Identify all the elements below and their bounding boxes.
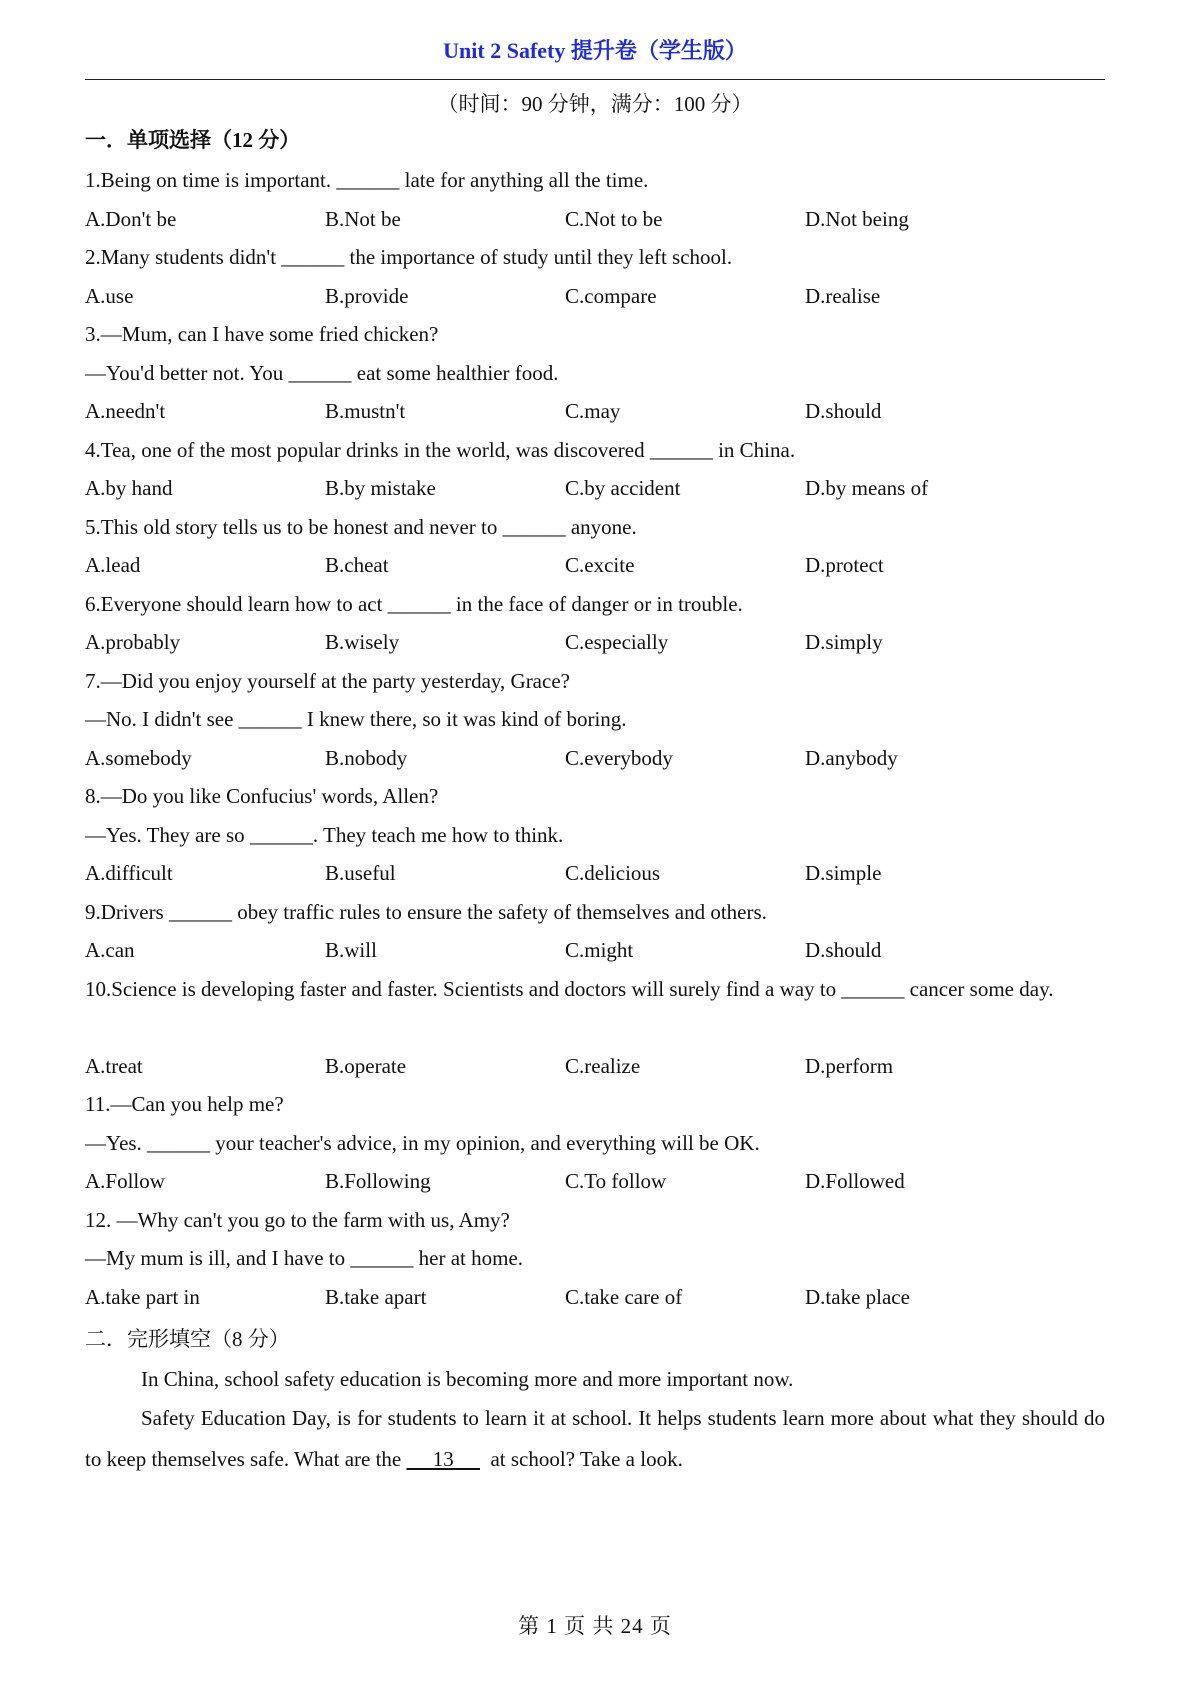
answer-options <box>85 938 1105 966</box>
question-stem-line: —You'd better not. You ______ eat some healthier food. <box>85 360 559 385</box>
option-c: C.by accident <box>565 476 681 500</box>
section2-heading: 二．完形填空（8 分） <box>85 1327 290 1351</box>
answer-options <box>85 553 1105 581</box>
option-b: B.provide <box>325 283 409 308</box>
option-c: C.delicious <box>565 861 661 885</box>
option-b: B.mustn't <box>325 399 406 423</box>
option-d: D.Followed <box>805 1169 905 1193</box>
question-stem-line: —Yes. They are so ______. They teach me how to think. <box>85 822 564 847</box>
exam-time-info: （时间：90 分钟，满分：100 分） <box>437 92 753 116</box>
option-d: D.perform <box>805 1053 894 1078</box>
option-d: D.should <box>805 399 882 423</box>
question-stem: 4.Tea, one of the most popular drinks in the world, was discovered ______ in China. <box>85 437 796 462</box>
question-stem: 6.Everyone should learn how to act ______ in the face of danger or in trouble. <box>85 591 743 616</box>
option-a: A.somebody <box>85 745 192 770</box>
option-a: A.Don't be <box>85 206 177 231</box>
option-d: D.take place <box>805 1284 910 1309</box>
cloze-paragraph-2 <box>85 1398 1105 1480</box>
title-divider <box>85 79 1105 80</box>
cloze-blank-13: 13 <box>406 1447 480 1471</box>
question-stem: 3.—Mum, can I have some fried chicken? <box>85 322 439 346</box>
option-c: C.might <box>565 938 634 962</box>
option-c: C.everybody <box>565 745 673 770</box>
section1-heading: 一．单项选择（12 分） <box>85 128 301 152</box>
option-c: C.compare <box>565 283 657 308</box>
question-stem: 1.Being on time is important. ______ late for anything all the time. <box>85 168 649 192</box>
question-stem: 12. —Why can't you go to the farm with us, Amy? <box>85 1207 510 1232</box>
option-d: D.anybody <box>805 745 898 770</box>
document-title: Unit 2 Safety 提升卷（学生版） <box>443 38 747 63</box>
answer-options <box>85 207 1105 235</box>
option-d: D.by means of <box>805 476 929 500</box>
answer-options <box>85 630 1105 658</box>
option-a: A.probably <box>85 630 181 654</box>
cloze-text-end: at school? Take a look. <box>479 1447 683 1471</box>
option-c: C.may <box>565 399 621 423</box>
question-stem: 5.This old story tells us to be honest and never to ______ anyone. <box>85 514 637 539</box>
cloze-text-start: Safety Education Day, is for students to learn it at school. It helps students learn more about what they should do to keep themselves safe. What are the <box>85 1406 1105 1471</box>
option-d: D.Not being <box>805 206 909 231</box>
option-a: A.take part in <box>85 1284 200 1309</box>
option-a: A.needn't <box>85 399 166 423</box>
option-b: B.Following <box>325 1169 431 1193</box>
answer-options <box>85 861 1105 889</box>
option-a: A.use <box>85 283 134 308</box>
option-c: C.Not to be <box>565 206 663 231</box>
option-a: A.lead <box>85 553 141 577</box>
option-c: C.excite <box>565 553 635 577</box>
option-d: D.should <box>805 938 882 962</box>
option-d: D.simple <box>805 861 882 885</box>
cloze-paragraph-1: In China, school safety education is becoming more and more important now. <box>141 1367 794 1391</box>
option-a: A.Follow <box>85 1169 165 1193</box>
page-footer: 第 1 页 共 24 页 <box>518 1614 672 1638</box>
option-c: C.realize <box>565 1053 641 1078</box>
answer-options <box>85 1285 1105 1313</box>
option-b: B.operate <box>325 1053 407 1078</box>
answer-options <box>85 746 1105 774</box>
option-b: B.take apart <box>325 1284 427 1309</box>
option-a: A.can <box>85 938 135 962</box>
answer-options <box>85 1054 1105 1082</box>
option-a: A.treat <box>85 1053 143 1078</box>
option-b: B.nobody <box>325 745 408 770</box>
question-stem-line: —Yes. ______ your teacher's advice, in my opinion, and everything will be OK. <box>85 1130 760 1155</box>
option-b: B.cheat <box>325 553 389 577</box>
option-a: A.by hand <box>85 476 173 500</box>
option-c: C.To follow <box>565 1169 667 1193</box>
option-b: B.will <box>325 938 377 962</box>
option-b: B.wisely <box>325 630 400 654</box>
question-stem: 11.—Can you help me? <box>85 1092 284 1116</box>
question-stem-line: —My mum is ill, and I have to ______ her at home. <box>85 1246 524 1270</box>
option-c: C.take care of <box>565 1284 683 1309</box>
question-stem: 10.Science is developing faster and faster. Scientists and doctors will surely find a way to ______ cancer some day. <box>85 976 1054 1001</box>
option-c: C.especially <box>565 630 669 654</box>
question-stem: 9.Drivers ______ obey traffic rules to ensure the safety of themselves and others. <box>85 899 767 924</box>
option-b: B.by mistake <box>325 476 436 500</box>
option-b: B.useful <box>325 861 396 885</box>
answer-options <box>85 1169 1105 1197</box>
option-d: D.realise <box>805 283 881 308</box>
option-d: D.simply <box>805 630 883 654</box>
question-stem: 7.—Did you enjoy yourself at the party yesterday, Grace? <box>85 668 570 693</box>
option-d: D.protect <box>805 553 884 577</box>
answer-options <box>85 284 1105 312</box>
question-stem-line: —No. I didn't see ______ I knew there, so it was kind of boring. <box>85 707 627 731</box>
answer-options <box>85 399 1105 427</box>
option-a: A.difficult <box>85 861 173 885</box>
question-stem: 8.—Do you like Confucius' words, Allen? <box>85 784 439 808</box>
answer-options <box>85 476 1105 504</box>
question-stem: 2.Many students didn't ______ the importance of study until they left school. <box>85 245 733 269</box>
option-b: B.Not be <box>325 206 401 231</box>
